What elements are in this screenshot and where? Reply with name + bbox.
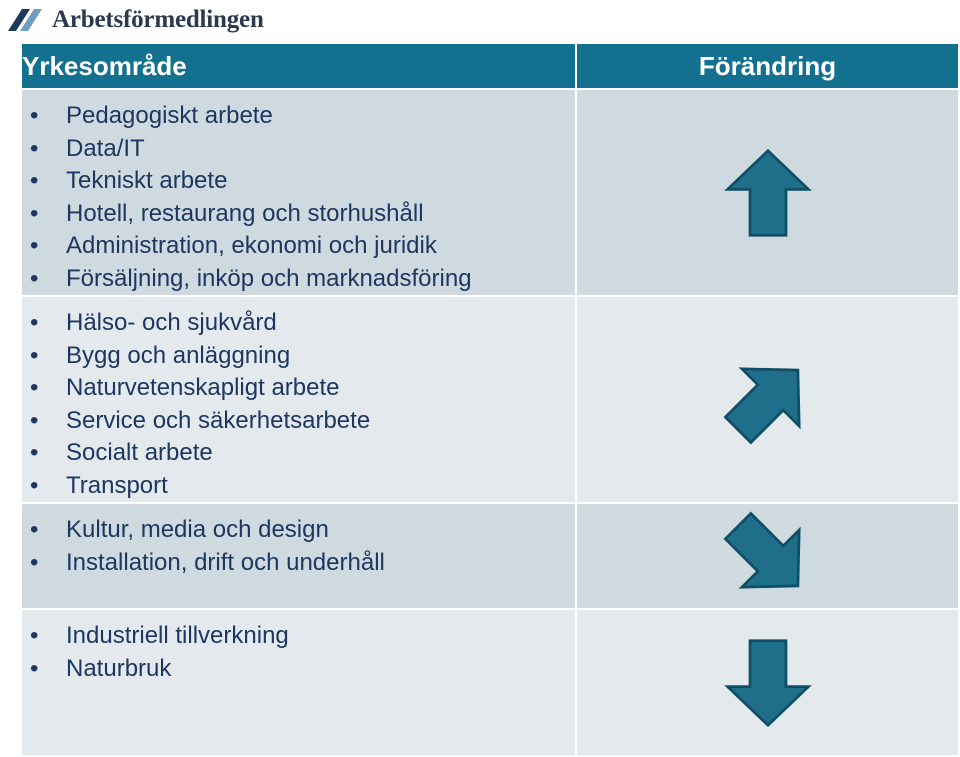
af-swoosh-icon xyxy=(6,5,50,35)
brand-logo xyxy=(6,2,264,38)
list-item: • Naturbruk xyxy=(30,653,575,686)
list-item: • Service och säkerhetsarbete xyxy=(30,405,575,438)
change-cell xyxy=(577,297,958,502)
list-item: • Industriell tillverkning xyxy=(30,620,575,653)
change-cell xyxy=(577,610,958,755)
occupation-cell xyxy=(22,90,575,295)
occupation-cell xyxy=(22,504,575,608)
list-item: • Bygg och anläggning xyxy=(30,340,575,373)
list-item: • Hotell, restaurang och storhushåll xyxy=(30,198,575,231)
header-yrkesomrade: Yrkesområde xyxy=(22,44,575,88)
list-item: • Data/IT xyxy=(30,133,575,166)
arrow-up-icon xyxy=(577,148,958,238)
list-item: • Tekniskt arbete xyxy=(30,165,575,198)
arrow-down-icon xyxy=(577,638,958,728)
table-row-group-3 xyxy=(22,504,958,608)
table-row-group-4 xyxy=(22,610,958,755)
occupation-cell xyxy=(22,610,575,755)
occupation-change-table xyxy=(20,42,960,757)
arrow-down-right-icon xyxy=(577,511,958,601)
occupation-cell xyxy=(22,297,575,502)
occupation-list xyxy=(22,90,575,295)
list-item: • Administration, ekonomi och juridik xyxy=(30,230,575,263)
list-item: • Naturvetenskapligt arbete xyxy=(30,372,575,405)
list-item: • Installation, drift och underhåll xyxy=(30,547,575,580)
list-item: • Hälso- och sjukvård xyxy=(30,307,575,340)
list-item: • Transport xyxy=(30,470,575,503)
header-forandring: Förändring xyxy=(577,44,958,88)
occupation-list xyxy=(22,297,575,502)
change-cell xyxy=(577,90,958,295)
table-header-row xyxy=(22,44,958,88)
occupation-list xyxy=(22,504,575,579)
arrow-up-right-icon xyxy=(577,355,958,445)
table-row-group-1 xyxy=(22,90,958,295)
brand-name: Arbetsförmedlingen xyxy=(52,6,264,33)
change-cell xyxy=(577,504,958,608)
list-item: • Pedagogiskt arbete xyxy=(30,100,575,133)
list-item: • Försäljning, inköp och marknadsföring xyxy=(30,263,575,296)
list-item: • Socialt arbete xyxy=(30,437,575,470)
list-item: • Kultur, media och design xyxy=(30,514,575,547)
occupation-list xyxy=(22,610,575,685)
table-row-group-2 xyxy=(22,297,958,502)
